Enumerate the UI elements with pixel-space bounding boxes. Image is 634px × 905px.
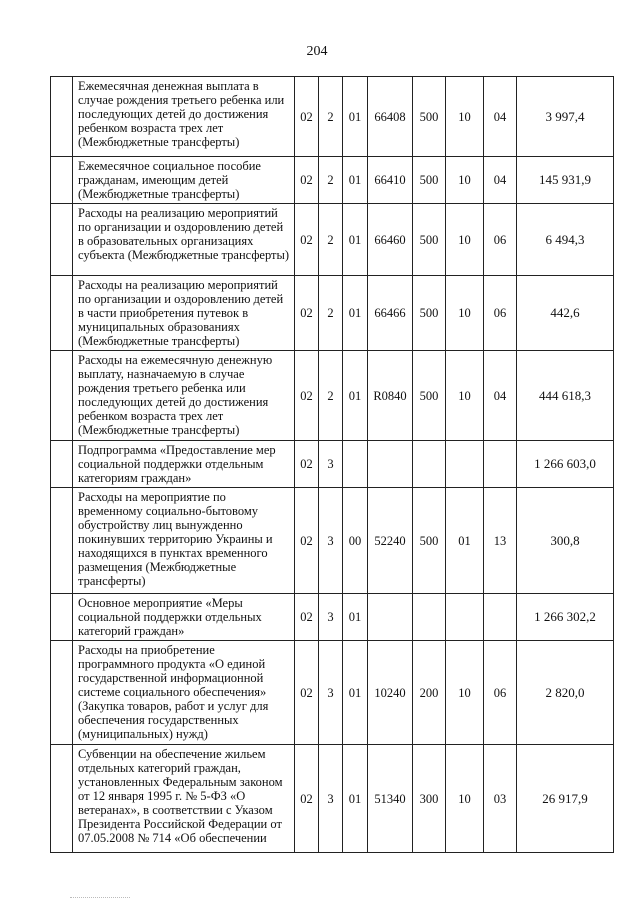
program-code-cell: 02: [295, 441, 319, 488]
description-cell: Субвенции на обеспечение жильем отдельных категорий граждан, установленных Федеральным законом от 12 января 1995 г. № 5-ФЗ «О ветеранах», в соответствии с Указом Президента Российской Федерации от 07.05.2008 № 714 «Об обеспечении: [73, 745, 295, 853]
event-code-cell: 01: [343, 745, 368, 853]
section-code-cell: 01: [446, 488, 484, 594]
event-code-cell: 00: [343, 488, 368, 594]
event-code-cell: 01: [343, 594, 368, 641]
expense-type-cell: 500: [413, 77, 446, 157]
section-code-cell: [446, 594, 484, 641]
subprogram-code-cell: 2: [319, 77, 343, 157]
table-row: [51, 204, 614, 276]
event-code-cell: 01: [343, 157, 368, 204]
amount-cell: 2 820,0: [517, 641, 614, 745]
direction-code-cell: 66466: [368, 276, 413, 351]
subprogram-code-cell: 2: [319, 276, 343, 351]
amount-cell: 444 618,3: [517, 351, 614, 441]
description-cell: Подпрограмма «Предоставление мер социальной поддержки отдельным категориям граждан»: [73, 441, 295, 488]
subsection-code-cell: 03: [484, 745, 517, 853]
program-code-cell: 02: [295, 276, 319, 351]
program-code-cell: 02: [295, 204, 319, 276]
row-number-cell: [51, 351, 73, 441]
section-code-cell: 10: [446, 276, 484, 351]
page-number: 204: [306, 44, 328, 59]
footer-rule: [70, 897, 130, 898]
expense-type-cell: 500: [413, 157, 446, 204]
section-code-cell: 10: [446, 641, 484, 745]
table-row: [51, 77, 614, 157]
expense-type-cell: 500: [413, 204, 446, 276]
amount-cell: 1 266 603,0: [517, 441, 614, 488]
amount-cell: 442,6: [517, 276, 614, 351]
subsection-code-cell: 13: [484, 488, 517, 594]
subprogram-code-cell: 2: [319, 351, 343, 441]
event-code-cell: 01: [343, 276, 368, 351]
amount-cell: 1 266 302,2: [517, 594, 614, 641]
description-cell: Расходы на реализацию мероприятий по организации и оздоровлению детей в части приобретения путевок в муниципальных образованиях (Межбюджетные трансферты): [73, 276, 295, 351]
row-number-cell: [51, 276, 73, 351]
subsection-code-cell: [484, 441, 517, 488]
direction-code-cell: 66410: [368, 157, 413, 204]
subsection-code-cell: 06: [484, 276, 517, 351]
subprogram-code-cell: 3: [319, 594, 343, 641]
table-row: [51, 157, 614, 204]
expense-type-cell: 300: [413, 745, 446, 853]
section-code-cell: 10: [446, 351, 484, 441]
section-code-cell: 10: [446, 77, 484, 157]
amount-cell: 3 997,4: [517, 77, 614, 157]
program-code-cell: 02: [295, 641, 319, 745]
expense-type-cell: 500: [413, 276, 446, 351]
direction-code-cell: R0840: [368, 351, 413, 441]
description-cell: Расходы на мероприятие по временному социально-бытовому обустройству лиц вынужденно покинувших территорию Украины и находящихся в пунктах временного размещения (Межбюджетные трансферты): [73, 488, 295, 594]
row-number-cell: [51, 204, 73, 276]
program-code-cell: 02: [295, 594, 319, 641]
table-row: [51, 276, 614, 351]
row-number-cell: [51, 745, 73, 853]
description-cell: Расходы на приобретение программного продукта «О единой государственной информационной системе социального обеспечения» (Закупка товаров, работ и услуг для обеспечения государственных (муниципальных) нужд): [73, 641, 295, 745]
program-code-cell: 02: [295, 77, 319, 157]
program-code-cell: 02: [295, 488, 319, 594]
subsection-code-cell: 06: [484, 204, 517, 276]
row-number-cell: [51, 594, 73, 641]
event-code-cell: 01: [343, 351, 368, 441]
event-code-cell: [343, 441, 368, 488]
description-cell: Расходы на ежемесячную денежную выплату, назначаемую в случае рождения третьего ребенка или последующих детей до достижения ребенком возраста трех лет (Межбюджетные трансферты): [73, 351, 295, 441]
direction-code-cell: 10240: [368, 641, 413, 745]
direction-code-cell: 66408: [368, 77, 413, 157]
subsection-code-cell: 04: [484, 77, 517, 157]
expense-type-cell: 500: [413, 488, 446, 594]
subsection-code-cell: 06: [484, 641, 517, 745]
amount-cell: 145 931,9: [517, 157, 614, 204]
description-cell: Основное мероприятие «Меры социальной поддержки отдельных категорий граждан»: [73, 594, 295, 641]
subprogram-code-cell: 3: [319, 488, 343, 594]
subsection-code-cell: [484, 594, 517, 641]
direction-code-cell: 66460: [368, 204, 413, 276]
expense-type-cell: 200: [413, 641, 446, 745]
expense-type-cell: [413, 441, 446, 488]
description-cell: Ежемесячная денежная выплата в случае рождения третьего ребенка или последующих детей до достижения ребенком возраста трех лет (Межбюджетные трансферты): [73, 77, 295, 157]
amount-cell: 26 917,9: [517, 745, 614, 853]
description-cell: Расходы на реализацию мероприятий по организации и оздоровлению детей в образовательных организациях субъекта (Межбюджетные трансферты): [73, 204, 295, 276]
direction-code-cell: [368, 594, 413, 641]
row-number-cell: [51, 441, 73, 488]
section-code-cell: [446, 441, 484, 488]
table-row: [51, 441, 614, 488]
direction-code-cell: 52240: [368, 488, 413, 594]
subprogram-code-cell: 2: [319, 157, 343, 204]
program-code-cell: 02: [295, 157, 319, 204]
expense-type-cell: 500: [413, 351, 446, 441]
program-code-cell: 02: [295, 351, 319, 441]
event-code-cell: 01: [343, 204, 368, 276]
direction-code-cell: [368, 441, 413, 488]
amount-cell: 6 494,3: [517, 204, 614, 276]
program-code-cell: 02: [295, 745, 319, 853]
direction-code-cell: 51340: [368, 745, 413, 853]
row-number-cell: [51, 157, 73, 204]
section-code-cell: 10: [446, 745, 484, 853]
table-row: [51, 594, 614, 641]
budget-table: [50, 76, 614, 853]
subsection-code-cell: 04: [484, 157, 517, 204]
amount-cell: 300,8: [517, 488, 614, 594]
subprogram-code-cell: 3: [319, 441, 343, 488]
row-number-cell: [51, 488, 73, 594]
event-code-cell: 01: [343, 641, 368, 745]
expense-type-cell: [413, 594, 446, 641]
table-row: [51, 745, 614, 853]
section-code-cell: 10: [446, 157, 484, 204]
subprogram-code-cell: 3: [319, 745, 343, 853]
table-row: [51, 641, 614, 745]
row-number-cell: [51, 77, 73, 157]
section-code-cell: 10: [446, 204, 484, 276]
subprogram-code-cell: 3: [319, 641, 343, 745]
event-code-cell: 01: [343, 77, 368, 157]
row-number-cell: [51, 641, 73, 745]
description-cell: Ежемесячное социальное пособие гражданам, имеющим детей (Межбюджетные трансферты): [73, 157, 295, 204]
table-row: [51, 351, 614, 441]
table-row: [51, 488, 614, 594]
subprogram-code-cell: 2: [319, 204, 343, 276]
subsection-code-cell: 04: [484, 351, 517, 441]
